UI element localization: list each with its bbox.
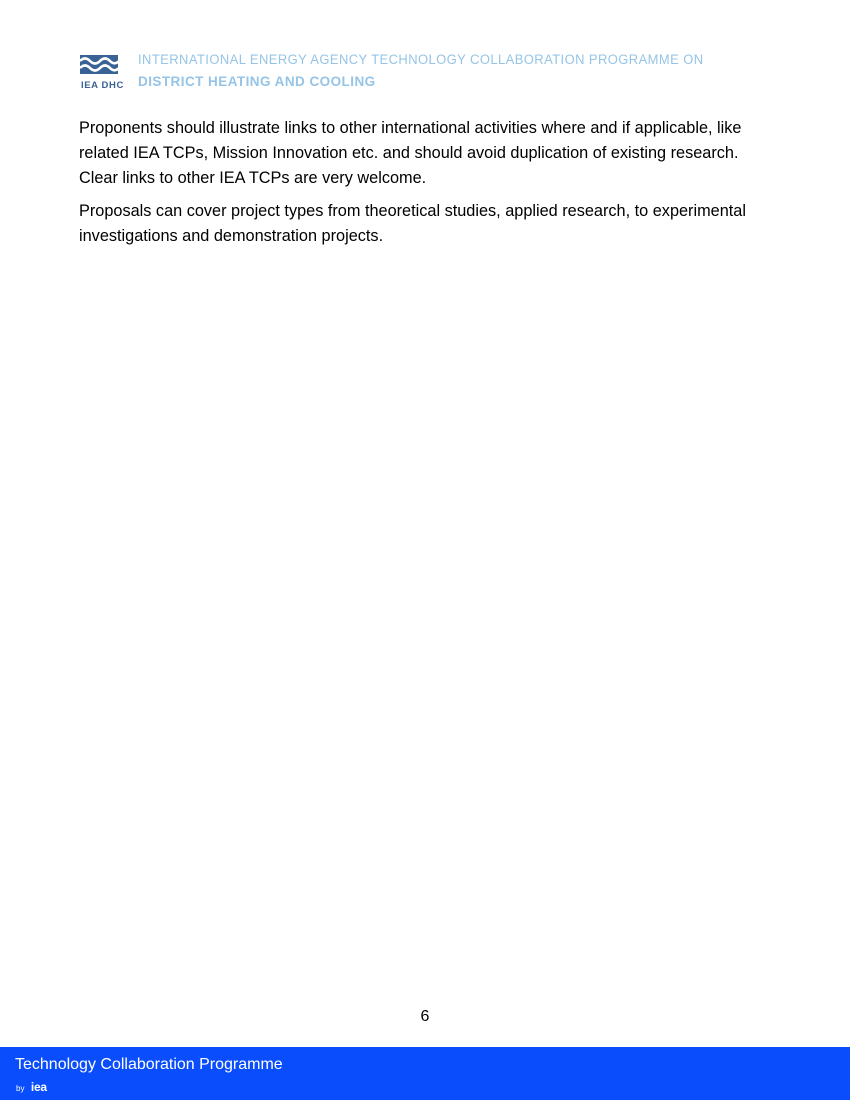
iea-dhc-logo [80,52,124,92]
header-title [138,52,727,90]
body-paragraph: Proponents should illustrate links to other international activities where and if applicable, like related IEA TCPs, Mission Innovation etc. and should avoid duplication of existing research. Clear links to other IEA TCPs are very welcome. [79,119,742,187]
header-title-line1: INTERNATIONAL ENERGY AGENCY TECHNOLOGY COLLABORATION PROGRAMME ON [138,52,704,67]
page-number: 6 [420,1008,430,1025]
iea-logo-text: iea [30,1080,47,1094]
footer-iea-brand [16,1078,47,1096]
page-footer [0,1047,850,1100]
header-title-line2: DISTRICT HEATING AND COOLING [138,74,376,89]
footer-title: Technology Collaboration Programme [15,1056,283,1073]
page-body [79,116,779,257]
page-header [80,52,770,96]
footer-by-label: by [16,1084,25,1093]
iea-dhc-wave-logo-icon [80,52,120,78]
body-paragraph: Proposals can cover project types from theoretical studies, applied research, to experimental investigations and demonstration projects. [79,202,746,245]
logo-text: IEA DHC [81,80,124,91]
